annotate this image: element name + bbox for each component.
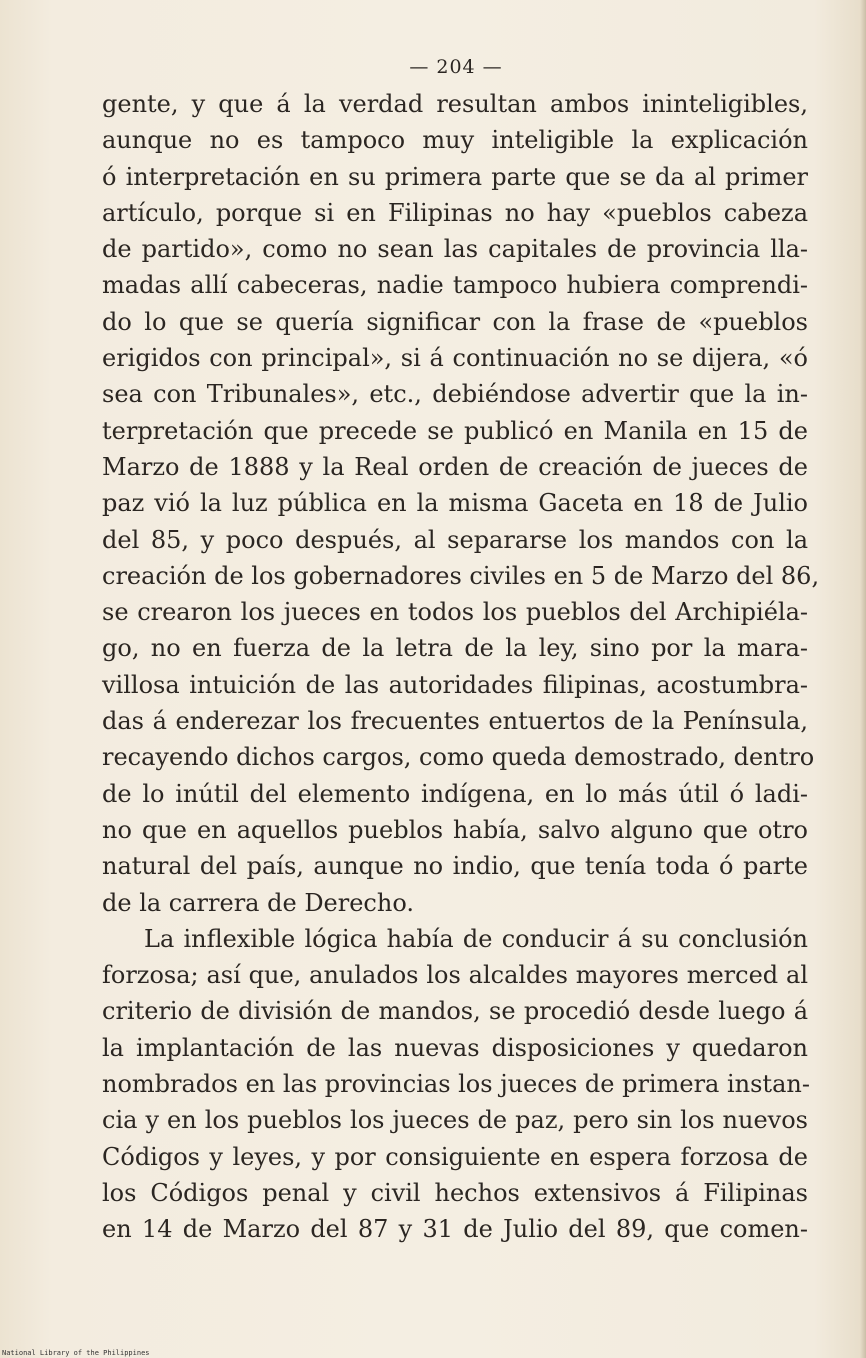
text-line: Códigos y leyes, y por consiguiente en espera forzosa de [102,1142,808,1171]
text-line: villosa intuición de las autoridades filipinas, acostumbra- [102,670,808,699]
text-line: go, no en fuerza de la letra de la ley, sino por la mara- [102,634,808,663]
text-line: sea con Tribunales», etc., debiéndose advertir que la in- [102,380,808,409]
text-line: en 14 de Marzo del 87 y 31 de Julio del 89, que comen- [102,1215,808,1244]
text-line: do lo que se quería significar con la frase de «pueblos [102,307,808,336]
text-line: artículo, porque si en Filipinas no hay «pueblos cabeza [102,198,808,227]
text-line: erigidos con principal», si á continuación no se dijera, «ó [102,344,808,373]
text-line: la implantación de las nuevas disposiciones y quedaron [102,1033,808,1062]
text-line: das á enderezar los frecuentes entuertos de la Península, [102,707,808,736]
text-line: los Códigos penal y civil hechos extensivos á Filipinas [102,1178,808,1207]
body-text [102,86,820,1248]
footer-credit: National Library of the Philippines [2,1349,150,1357]
text-line: forzosa; así que, anulados los alcaldes mayores merced al [102,961,808,990]
text-line: Marzo de 1888 y la Real orden de creación de jueces de [102,452,808,481]
text-line: recayendo dichos cargos, como queda demostrado, dentro [102,743,815,772]
page-number: — 204 — [409,56,503,78]
text-line: creación de los gobernadores civiles en 5 de Marzo del 86, [102,561,820,590]
text-line: nombrados en las provincias los jueces de primera instan- [102,1070,810,1099]
text-line: aunque no es tampoco muy inteligible la explicación [102,126,808,155]
text-line: de partido», como no sean las capitales de provincia lla- [102,235,808,264]
text-line: de lo inútil del elemento indígena, en lo más útil ó ladi- [102,779,808,808]
paragraph-start-line: La inflexible lógica había de conducir á su conclusión [144,924,808,953]
text-line: cia y en los pueblos los jueces de paz, pero sin los nuevos [102,1106,808,1135]
text-line: terpretación que precede se publicó en Manila en 15 de [102,416,808,445]
text-line: se crearon los jueces en todos los pueblos del Archipiéla- [102,598,808,627]
text-line: no que en aquellos pueblos había, salvo alguno que otro [102,815,808,844]
paragraph-end-line: de la carrera de Derecho. [102,888,414,917]
text-line: gente, y que á la verdad resultan ambos ininteligibles, [102,90,808,118]
text-line: paz vió la luz pública en la misma Gaceta en 18 de Julio [102,489,808,518]
text-line: madas allí cabeceras, nadie tampoco hubiera comprendi- [102,271,808,300]
text-line: criterio de división de mandos, se procedió desde luego á [102,997,808,1026]
text-line: natural del país, aunque no indio, que tenía toda ó parte [102,852,808,881]
text-line: ó interpretación en su primera parte que se da al primer [102,162,808,191]
text-line: del 85, y poco después, al separarse los mandos con la [102,525,808,554]
page-edge-shadow [860,0,866,1358]
